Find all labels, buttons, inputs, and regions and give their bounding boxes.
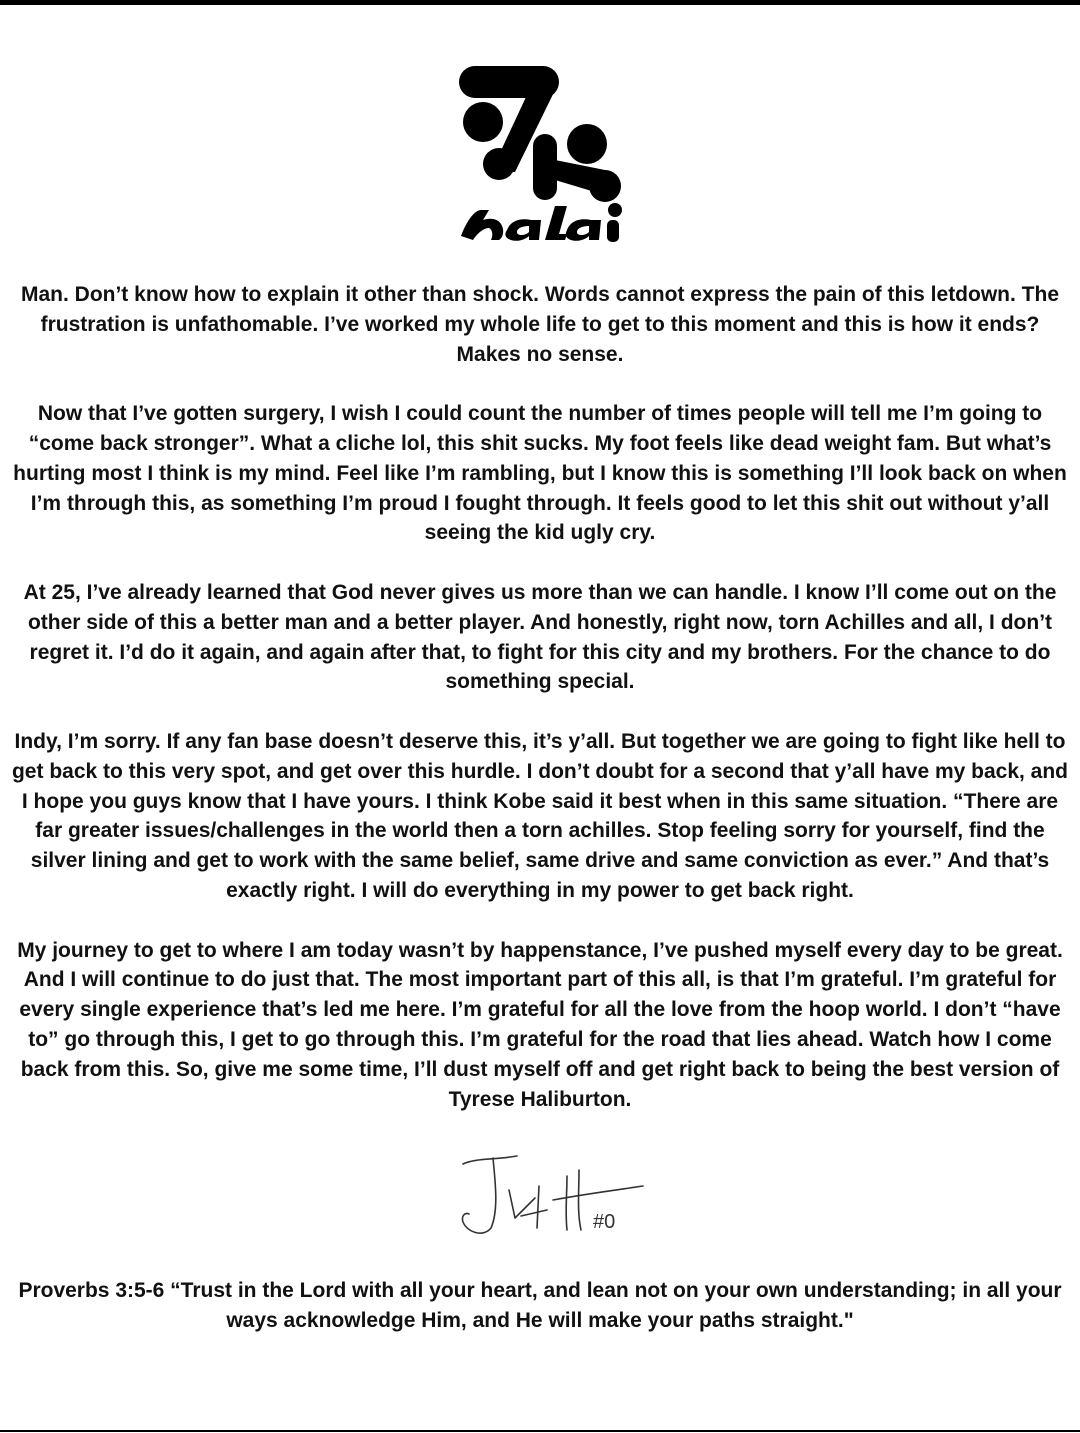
letter-paragraph-5: My journey to get to where I am today wasn’t by happenstance, I’ve pushed myself every day to be great. And I will continue to do just that. The most important part of this all, is that I’m grateful. I’m grateful for every single experience that’s led me here. I’m grateful for all the love from the hoop world. I don’t “have to” go through this, I get to go through this. I’m grateful for the road that lies ahead. Watch how I come back from this. So, give me some time, I’ll dust myself off and get right back to being the best version of Tyrese Haliburton. [17,938,1063,1111]
letter-paragraph-1: Man. Don’t know how to explain it other than shock. Words cannot express the pain of this letdown. The frustration is unfathomable. I’ve worked my whole life to get to this moment and this is how it ends? Makes no sense. [20,283,1060,366]
letter-paragraph-4: Indy, I’m sorry. If any fan base doesn’t deserve this, it’s y’all. But together we are going to fight like hell to get back to this very spot, and get over this hurdle. I don’t doubt for a second that y’all have my back, and I hope you guys know that I have yours. I think Kobe said it best when in this same situation. “There are far greater issues/challenges in the world then a torn achilles. Stop feeling sorry for yourself, find the silver lining and get to work with the same belief, same drive and same conviction as ever.” And that’s exactly right. I will do everything in my power to get back right. [11,729,1069,902]
letter-body [10,280,1070,1144]
bible-verse: Proverbs 3:5-6 “Trust in the Lord with all your heart, and lean not on your own understanding; in all your ways acknowledge Him, and He will make your paths straight." [18,1279,1062,1332]
letter-paragraph-2: Now that I’ve gotten surgery, I wish I could count the number of times people will tell me I’m going to “come back stronger”. What a cliche lol, this shit sucks. My foot feels like dead weight fam. But what’s hurting most I think is my mind. Feel like I’m rambling, but I know this is something I’ll look back on when I’m through this, as something I’m proud I fought through. It feels good to let this shit out without y’all seeing the kid ugly cry. [13,402,1067,545]
letter-paragraph-3: At 25, I’ve already learned that God never gives us more than we can handle. I know I’ll come out on the other side of this a better man and a better player. And honestly, right now, torn Achilles and all, I don’t regret it. I’d do it again, and again after that, to fight for this city and my brothers. For the chance to do something special. [23,580,1057,694]
hali-logo [455,60,627,245]
handwritten-signature [455,1150,655,1240]
top-border [0,0,1080,5]
bottom-border [0,1430,1080,1432]
signature-number: #0 [593,1211,616,1233]
